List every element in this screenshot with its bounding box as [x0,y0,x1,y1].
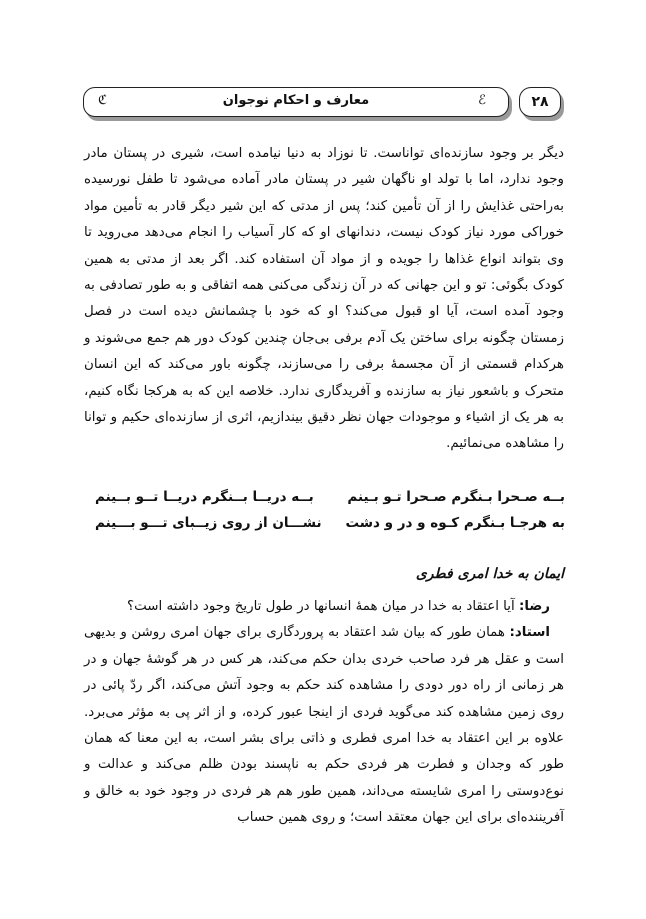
dialogue-text: آیا اعتقاد به خدا در میان همهٔ انسانها در طول تاریخ وجود داشته است؟ [127,599,519,614]
hemistich-right: بــه صـحرا بـنگرم صـحرا تـو بـینم [347,489,565,505]
paragraph: دیگر بر وجود سازنده‌ای تواناست. تا نوزاد به دنیا نیامده است، شیری در پستان مادر وجود ندارد، اما با تولد او ناگهان شیر در پستان مادر آماده می‌شود تا طفل نورسیده به‌راحتی غذایش را از آن تأمین کند؛ پس از مدتی که این شیر دیگر قادر به تأمین مواد خوراکی مورد نیاز کودک نیست، دندانهای او که کار آسیاب را انجام می‌دهد می‌روید تا وی بتواند انواع غذاها را جویده و از مواد آن استفاده کند. اگر بعد از مدتی به همین کودک بگوئی: تو و این جهانی که در آن زندگی می‌کنی همه اتفاقی و به طور تصادفی به وجود آمده است، آیا او قبول می‌کند؟ او که خود با چشمانش دیده است در فصل زمستان چگونه برای ساختن یک آدم برفی بی‌جان چندین کودک دور هم جمع می‌شوند و هرکدام قسمتی از آن مجسمهٔ برفی را می‌سازند، چگونه باور می‌کند که این انسان متحرک و باشعور نیاز به سازنده و آفریدگاری ندارد. خلاصه این که به هرکجا نگاه کنیم، به هر یک از اشیاء و موجودات جهان نظر دقیق بیندازیم، اثری از سازنده‌ای حکیم و توانا را مشاهده می‌نمائیم. [84,146,564,452]
hemistich-left: بــه دریــا بــنگرم دریــا تــو بــینم [95,489,314,505]
speaker-name: رضا: [518,599,550,614]
poem-verse [95,484,565,510]
hemistich-left: نشـــان از روی زیــبای تـــو بـــینم [95,515,322,531]
dialogue-line [84,620,564,831]
ornament-left-icon: ℭ [98,93,108,108]
section-heading: ایمان به خدا امری فطری [415,566,564,582]
running-title-box [83,87,509,117]
ornament-right-icon: ℰ [478,93,486,108]
body-text [84,141,564,458]
book-title: معارف و احکام نوجوان [222,93,370,108]
dialogue-text: همان طور که بیان شد اعتقاد به پروردگاری برای جهان امری روشن و بدیهی است و عقل هر فرد صاحب خردی بدان حکم می‌کند، هر کس در هر گوشهٔ جهان و در هر زمانی از راه دور دودی را مشاهده کند حکم به وجود آتش می‌کند، اگر ردّ پائی در روی زمین مشاهده کند می‌گوید فردی از اینجا عبور کرده، و از اثر پی به مؤثر می‌برد. علاوه بر این اعتقاد به خدا امری فطری و ذاتی برای بشر است، به این معنا که همان طور که وجدان و فطرت هر فردی حکم به ناپسند بودن ظلم می‌کند و عدالت و نوع‌دوستی را امری شایسته می‌داند، همین طور هم هر فردی در وجود خود به خالق و آفریننده‌ای برای این جهان معتقد است؛ و روی همین حساب [84,625,564,826]
speaker-name: استاد: [509,625,550,641]
hemistich-right: به هرجـا بـنگرم کـوه و در و دشت [345,515,565,531]
page-header [83,87,567,119]
page-number: ۲۸ [519,87,561,117]
poem-block [95,484,565,536]
poem-verse [95,510,565,536]
dialogue-block [84,594,564,832]
dialogue-line [84,594,564,620]
